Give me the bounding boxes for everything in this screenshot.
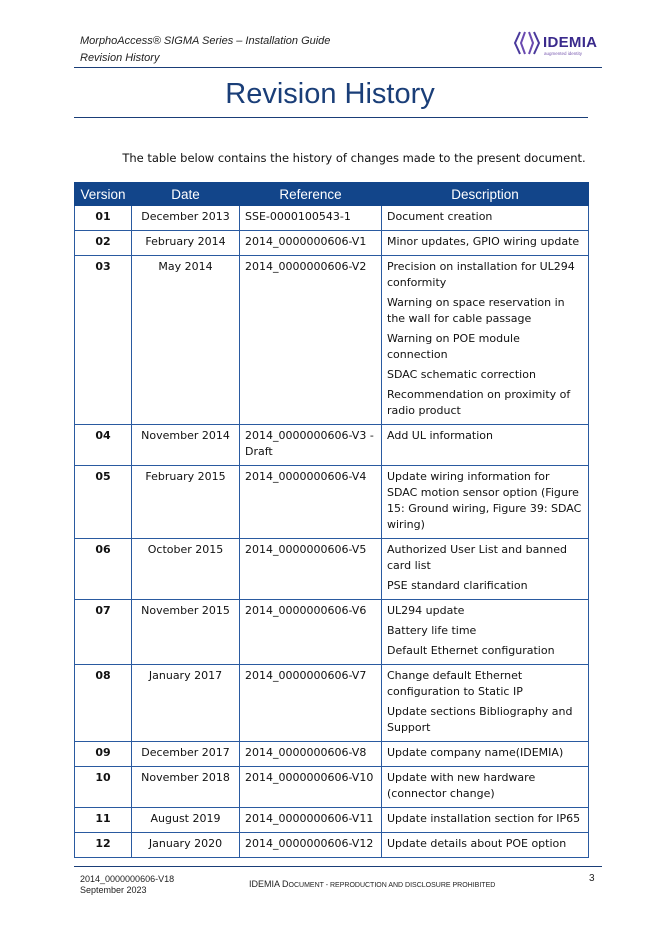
column-header-version: Version: [75, 183, 132, 206]
date-cell: January 2017: [132, 665, 240, 742]
version-cell: 10: [75, 767, 132, 808]
description-cell: [382, 767, 589, 808]
reference-cell: 2014_0000000606-V10: [240, 767, 382, 808]
version-cell: 04: [75, 425, 132, 466]
page-number: 3: [589, 873, 595, 884]
description-line: Warning on space reservation in the wall for cable passage: [387, 296, 565, 325]
footer-document-reference: 2014_0000000606-V18: [80, 874, 175, 884]
description-line: Authorized User List and banned card list: [387, 543, 568, 572]
date-cell: November 2014: [132, 425, 240, 466]
page-title: Revision History: [225, 78, 435, 110]
description-cell: [382, 539, 589, 600]
description-line: Update sections Bibliography and Support: [387, 705, 573, 734]
description-line: UL294 update: [387, 604, 465, 617]
idemia-logo-wordmark: IDEMIA: [543, 34, 598, 51]
reference-cell: 2014_0000000606-V4: [240, 466, 382, 539]
description-line: SDAC schematic correction: [387, 368, 536, 381]
description-line: Add UL information: [387, 429, 493, 442]
description-cell: [382, 742, 589, 767]
date-cell: February 2014: [132, 231, 240, 256]
description-line: Minor updates, GPIO wiring update: [387, 235, 580, 248]
description-line: Update with new hardware (connector change): [387, 771, 536, 800]
date-cell: January 2020: [132, 833, 240, 858]
date-cell: May 2014: [132, 256, 240, 425]
version-cell: 03: [75, 256, 132, 425]
header-section-name: Revision History: [80, 52, 160, 64]
description-cell: [382, 665, 589, 742]
title-rule: [74, 117, 588, 118]
date-cell: November 2018: [132, 767, 240, 808]
date-cell: February 2015: [132, 466, 240, 539]
description-line: Document creation: [387, 210, 493, 223]
description-line: Default Ethernet configuration: [387, 644, 555, 657]
column-header-description: Description: [382, 183, 589, 206]
table-row: [75, 600, 589, 665]
header-document-title: MorphoAccess® SIGMA Series – Installation Guide: [80, 35, 331, 47]
date-cell: December 2013: [132, 206, 240, 231]
description-line: Recommendation on proximity of radio product: [387, 388, 571, 417]
description-line: Warning on POE module connection: [387, 332, 520, 361]
reference-cell: 2014_0000000606-V1: [240, 231, 382, 256]
table-row: [75, 833, 589, 858]
table-row: [75, 231, 589, 256]
version-cell: 08: [75, 665, 132, 742]
table-row: [75, 425, 589, 466]
description-cell: [382, 833, 589, 858]
description-cell: [382, 231, 589, 256]
description-line: PSE standard clarification: [387, 579, 528, 592]
footer-notice: [249, 879, 495, 889]
table-row: [75, 665, 589, 742]
idemia-logo-icon: [513, 30, 541, 56]
description-cell: [382, 466, 589, 539]
table-row: [75, 539, 589, 600]
column-header-date: Date: [132, 183, 240, 206]
date-cell: December 2017: [132, 742, 240, 767]
table-row: [75, 808, 589, 833]
description-line: Change default Ethernet configuration to Static IP: [387, 669, 523, 698]
idemia-logo-tagline: augmented identity: [544, 51, 583, 56]
description-cell: [382, 808, 589, 833]
version-cell: 11: [75, 808, 132, 833]
reference-cell: 2014_0000000606-V3 - Draft: [240, 425, 382, 466]
reference-cell: 2014_0000000606-V12: [240, 833, 382, 858]
reference-cell: SSE-0000100543-1: [240, 206, 382, 231]
description-line: Update wiring information for SDAC motion sensor option (Figure 15: Ground wiring, Figure 39: SDAC wiring): [387, 470, 582, 531]
reference-cell: 2014_0000000606-V5: [240, 539, 382, 600]
table-row: [75, 256, 589, 425]
version-cell: 01: [75, 206, 132, 231]
description-line: Update company name(IDEMIA): [387, 746, 564, 759]
version-cell: 02: [75, 231, 132, 256]
description-cell: [382, 206, 589, 231]
version-cell: 07: [75, 600, 132, 665]
reference-cell: 2014_0000000606-V11: [240, 808, 382, 833]
table-row: [75, 206, 589, 231]
reference-cell: 2014_0000000606-V6: [240, 600, 382, 665]
description-cell: [382, 425, 589, 466]
description-line: Update installation section for IP65: [387, 812, 581, 825]
description-line: Battery life time: [387, 624, 477, 637]
intro-paragraph: The table below contains the history of changes made to the present document.: [122, 151, 586, 165]
column-header-reference: Reference: [240, 183, 382, 206]
date-cell: November 2015: [132, 600, 240, 665]
description-cell: [382, 256, 589, 425]
footer-rule: [74, 866, 602, 867]
version-cell: 09: [75, 742, 132, 767]
footer-notice-prefix: IDEMIA D: [249, 879, 289, 889]
reference-cell: 2014_0000000606-V8: [240, 742, 382, 767]
version-cell: 06: [75, 539, 132, 600]
table-row: [75, 767, 589, 808]
footer-date: September 2023: [80, 885, 147, 895]
table-row: [75, 742, 589, 767]
version-cell: 12: [75, 833, 132, 858]
description-cell: [382, 600, 589, 665]
description-line: Precision on installation for UL294 conformity: [387, 260, 575, 289]
table-row: [75, 466, 589, 539]
description-line: Update details about POE option: [387, 837, 567, 850]
idemia-logo: [513, 30, 603, 58]
date-cell: August 2019: [132, 808, 240, 833]
table-header-row: [75, 183, 589, 206]
reference-cell: 2014_0000000606-V2: [240, 256, 382, 425]
header-rule: [74, 67, 602, 68]
revision-table-body: [75, 206, 589, 858]
reference-cell: 2014_0000000606-V7: [240, 665, 382, 742]
footer-notice-caps: OCUMENT - REPRODUCTION AND DISCLOSURE PROHIBITED: [288, 882, 496, 889]
version-cell: 05: [75, 466, 132, 539]
revision-table: [74, 182, 589, 858]
date-cell: October 2015: [132, 539, 240, 600]
